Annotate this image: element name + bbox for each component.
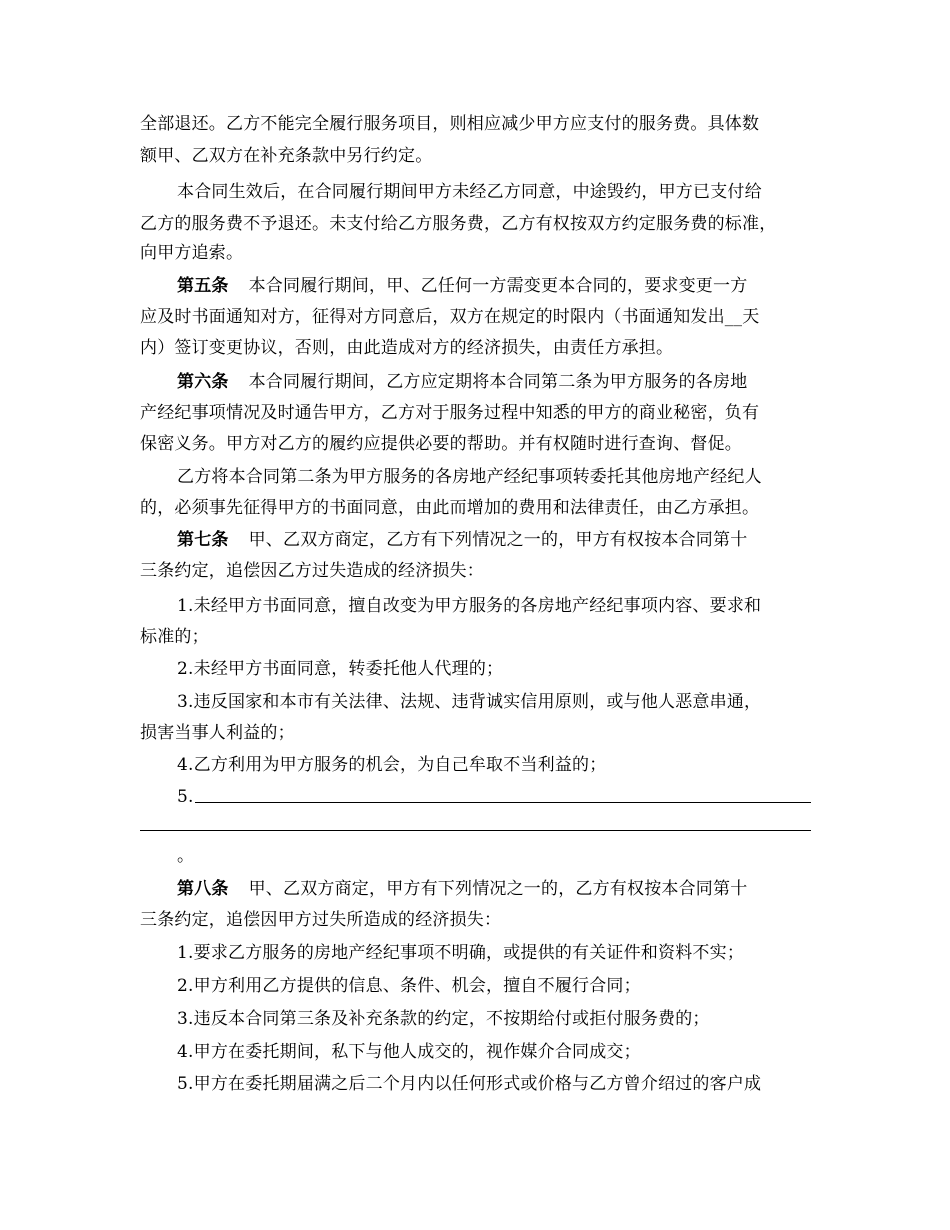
text-line: 标准的； (140, 627, 209, 647)
list-item: 5.甲方在委托期届满之后二个月内以任何形式或价格与乙方曾介绍过的客户成 (177, 1074, 762, 1094)
list-item: 3.违反国家和本市有关法律、法规、违背诚实信用原则，或与他人恶意串通， (177, 692, 762, 712)
text-line: 乙方的服务费不予退还。未支付给乙方服务费，乙方有权按双方约定服务费的标准， (140, 214, 777, 234)
text-line: 乙方将本合同第二条为甲方服务的各房地产经纪事项转委托其他房地产经纪人 (177, 467, 762, 487)
text-line: 的，必须事先征得甲方的书面同意，由此而增加的费用和法律责任，由乙方承担。 (140, 498, 760, 518)
article-6-heading-line (177, 372, 747, 392)
text-line: 内）签订变更协议，否则，由此造成对方的经济损失，由责任方承担。 (140, 338, 674, 358)
list-item: 1.未经甲方书面同意，擅自改变为甲方服务的各房地产经纪事项内容、要求和 (177, 596, 762, 616)
text-line: 产经纪事项情况及时通告甲方，乙方对于服务过程中知悉的甲方的商业秘密，负有 (140, 403, 760, 423)
article-text: 本合同履行期间，乙方应定期将本合同第二条为甲方服务的各房地 (248, 372, 748, 392)
article-number: 第七条 (177, 530, 229, 550)
article-5-heading-line (177, 276, 747, 296)
list-item-blank: 5. (177, 787, 194, 807)
list-item: 4.甲方在委托期间，私下与他人成交的，视作媒介合同成交； (177, 1042, 641, 1062)
text-line: 本合同生效后，在合同履行期间甲方未经乙方同意，中途毁约，甲方已支付给 (177, 182, 762, 202)
list-item: 2.未经甲方书面同意，转委托他人代理的； (177, 659, 504, 679)
text-line: 向甲方追索。 (140, 243, 244, 263)
article-text: 甲、乙双方商定，乙方有下列情况之一的，甲方有权按本合同第十 (248, 530, 748, 550)
list-item: 3.违反本合同第三条及补充条款的约定，不按期给付或拒付服务费的； (177, 1009, 710, 1029)
article-8-heading-line (177, 879, 747, 899)
blank-underline (140, 830, 811, 831)
text-line: 三条约定，追偿因乙方过失造成的经济损失： (140, 561, 484, 581)
article-text: 本合同履行期间，甲、乙任何一方需变更本合同的，要求变更一方 (248, 276, 748, 296)
text-line: 应及时书面通知对方，征得对方同意后，双方在规定的时限内（书面通知发出__天 (140, 307, 760, 327)
text-line: 全部退还。乙方不能完全履行服务项目，则相应减少甲方应支付的服务费。具体数 (140, 114, 760, 134)
list-item: 1.要求乙方服务的房地产经纪事项不明确，或提供的有关证件和资料不实； (177, 943, 745, 963)
article-number: 第八条 (177, 879, 229, 899)
text-line: 。 (177, 846, 195, 866)
text-line: 额甲、乙双方在补充条款中另行约定。 (140, 146, 433, 166)
article-number: 第五条 (177, 276, 229, 296)
article-text: 甲、乙双方商定，甲方有下列情况之一的，乙方有权按本合同第十 (248, 879, 748, 899)
blank-underline (195, 802, 811, 803)
text-line: 损害当事人利益的； (140, 723, 295, 743)
article-number: 第六条 (177, 372, 229, 392)
list-item: 4.乙方利用为甲方服务的机会，为自己牟取不当利益的； (177, 755, 607, 775)
list-item: 2.甲方利用乙方提供的信息、条件、机会，擅自不履行合同； (177, 976, 641, 996)
text-line: 保密义务。甲方对乙方的履约应提供必要的帮助。并有权随时进行查询、督促。 (140, 434, 742, 454)
text-line: 三条约定，追偿因甲方过失所造成的经济损失： (140, 910, 502, 930)
article-7-heading-line (177, 530, 747, 550)
